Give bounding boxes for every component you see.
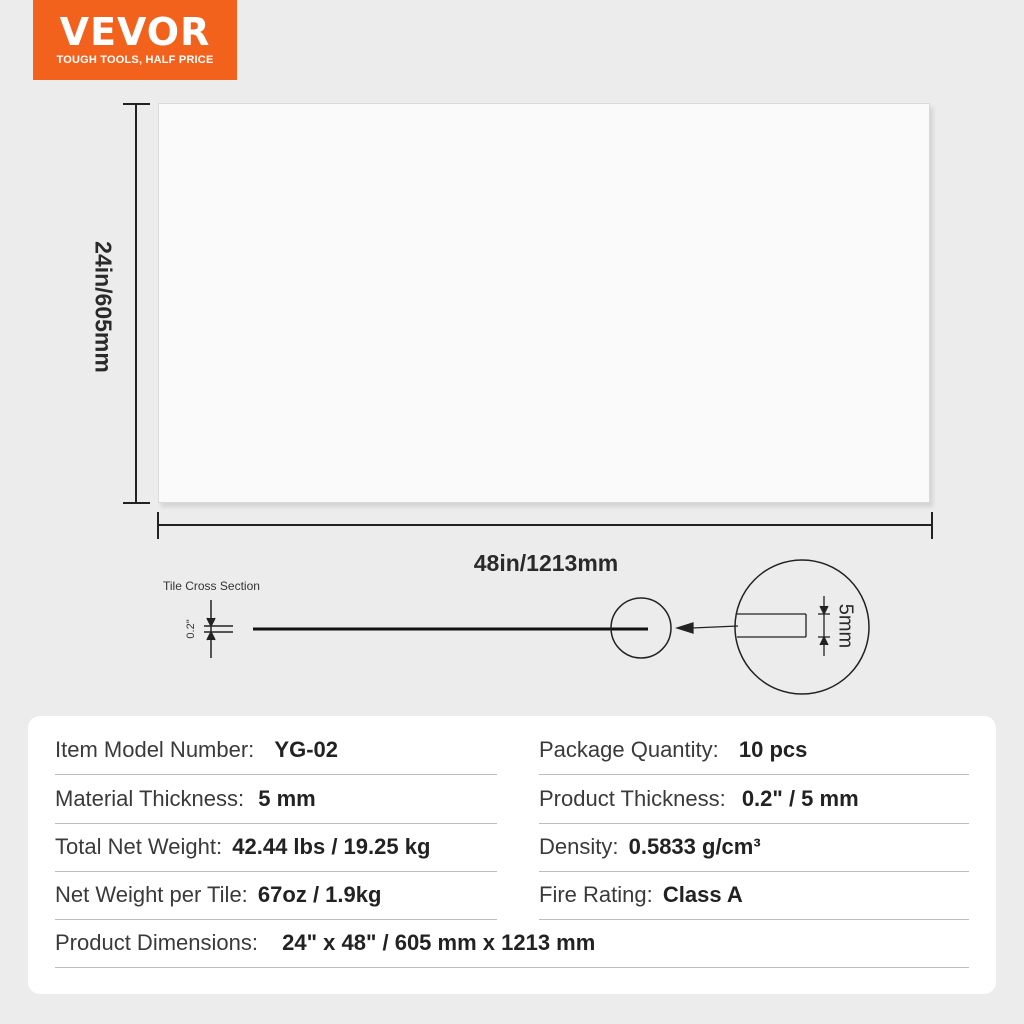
spec-value: 0.2" / 5 mm [741, 786, 859, 811]
spec-value: Class A [662, 882, 743, 907]
width-label: 48in/1213mm [473, 550, 619, 576]
spec-row-material-thickness [55, 775, 497, 824]
spec-row-package-quantity [539, 726, 969, 775]
spec-label: Density: [539, 834, 619, 859]
brand-name: VEVOR [59, 10, 211, 54]
spec-label: Package Quantity: [539, 737, 719, 762]
spec-table [28, 716, 996, 994]
spec-row-weight-per-tile [55, 871, 497, 920]
magnified-tile-edge [737, 614, 806, 637]
spec-label: Product Dimensions: [55, 930, 258, 955]
spec-row-density [539, 823, 969, 872]
cross-section-thickness-label: 0.2" [185, 619, 197, 639]
spec-row-model [55, 726, 497, 775]
height-label: 24in/605mm [90, 241, 117, 373]
spec-value: 0.5833 g/cm³ [628, 834, 761, 859]
spec-value: YG-02 [274, 737, 339, 762]
spec-label: Item Model Number: [55, 737, 255, 762]
brand-tagline: TOUGH TOOLS, HALF PRICE [56, 54, 214, 66]
spec-value: 67oz / 1.9kg [257, 882, 382, 907]
detail-thickness-label: 5mm [834, 603, 857, 649]
detail-arrow [677, 623, 738, 633]
spec-row-product-thickness [539, 775, 969, 824]
spec-label: Product Thickness: [539, 786, 726, 811]
spec-row-net-weight [55, 823, 497, 872]
cross-section-title: Tile Cross Section [163, 579, 260, 593]
spec-row-fire-rating [539, 871, 969, 920]
spec-label: Total Net Weight: [55, 834, 223, 859]
spec-value: 5 mm [258, 786, 316, 811]
spec-value: 10 pcs [738, 737, 808, 762]
cross-section-thickness-marker [204, 600, 233, 658]
spec-row-product-dimensions [55, 919, 969, 968]
spec-label: Material Thickness: [55, 786, 245, 811]
spec-label: Net Weight per Tile: [55, 882, 248, 907]
spec-label: Fire Rating: [539, 882, 653, 907]
magnified-thickness-marker [818, 596, 830, 656]
spec-value: 42.44 lbs / 19.25 kg [232, 834, 431, 859]
width-dimension-line [158, 512, 932, 539]
spec-value: 24" x 48" / 605 mm x 1213 mm [282, 930, 596, 955]
height-dimension-line [123, 104, 150, 503]
